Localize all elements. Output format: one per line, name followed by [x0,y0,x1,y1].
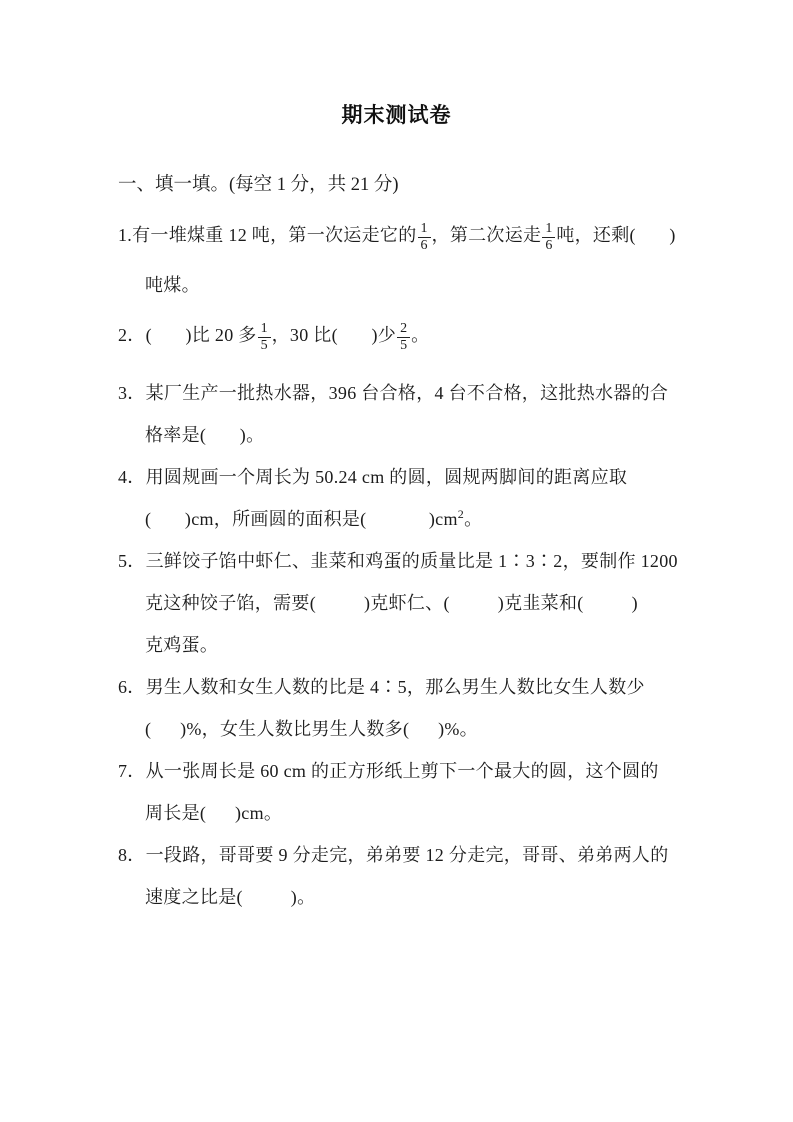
question-text: 。 [411,325,430,345]
question-text: 男生人数和女生人数的比是 4∶5，那么男生人数比女生人数少 [145,677,645,697]
question-text: 有一堆煤重 12 吨，第一次运走它的 [132,225,417,245]
fraction-denominator: 5 [397,337,410,353]
fraction [418,221,431,253]
question-text: ( )%，女生人数比男生人数多( )%。 [145,719,478,739]
fraction [397,321,410,353]
question-line-continuation [118,414,753,456]
question-text: ，第二次运走 [431,225,542,245]
question-text: ( )比 20 多 [145,325,257,345]
question-text: 用圆规画一个周长为 50.24 cm 的圆，圆规两脚间的距离应取 [145,467,628,487]
question-number: 8． [118,845,146,865]
question-line-first [118,834,753,876]
questions-list [118,206,753,918]
question-line-first [118,206,753,264]
fraction-numerator: 1 [420,221,428,237]
question-line-first [118,750,753,792]
question [118,834,753,918]
fraction-denominator: 5 [258,337,271,353]
question-text: 周长是( )cm。 [145,803,283,823]
question-text: ，30 比( )少 [271,325,397,345]
page-title: 期末测试卷 [341,104,452,127]
question-number: 3． [118,383,146,403]
question [118,540,753,666]
question-text: ( )cm，所画圆的面积是( )cm [145,509,458,529]
fraction-numerator: 1 [545,221,553,237]
question-line-continuation [118,498,753,540]
section-heading: 一、填一填。(每空 1 分，共 21 分) [118,175,399,195]
question-line-first [118,372,753,414]
question-line-continuation [118,264,753,306]
question-text: 。 [464,509,483,529]
question-text: 吨煤。 [145,275,200,295]
question-text: 格率是( )。 [145,425,265,445]
question [118,750,753,834]
question [118,206,753,306]
question [118,666,753,750]
fraction [542,221,555,253]
question-line-continuation [118,582,753,624]
question-number: 7． [118,761,146,781]
question [118,306,753,364]
question-line-continuation [118,876,753,918]
question-line-continuation [118,624,753,666]
question-text: 速度之比是( )。 [145,887,316,907]
question-number: 2． [118,325,146,345]
fraction-numerator: 1 [260,321,268,337]
question-text: 从一张周长是 60 cm 的正方形纸上剪下一个最大的圆，这个圆的 [145,761,659,781]
question-number: 6． [118,677,146,697]
question-line-continuation [118,708,753,750]
fraction-denominator: 6 [542,237,555,253]
question-text: 一段路，哥哥要 9 分走完，弟弟要 12 分走完，哥哥、弟弟两人的 [145,845,669,865]
question-line-first [118,306,753,364]
question [118,456,753,540]
question-text: 克这种饺子馅，需要( )克虾仁、( )克韭菜和( ) [145,593,638,613]
question [118,372,753,456]
superscript: 2 [457,507,465,521]
fraction [258,321,271,353]
question-text: 克鸡蛋。 [145,635,219,655]
question-number: 1. [118,225,133,245]
question-line-first [118,456,753,498]
fraction-denominator: 6 [418,237,431,253]
question-text: 三鲜饺子馅中虾仁、韭菜和鸡蛋的质量比是 1∶3∶2，要制作 1200 [145,551,678,571]
question-line-continuation [118,792,753,834]
question-line-first [118,666,753,708]
question-number: 4． [118,467,146,487]
question-text: 吨，还剩( ) [556,225,676,245]
question-line-first [118,540,753,582]
question-number: 5． [118,551,146,571]
fraction-numerator: 2 [400,321,408,337]
question-text: 某厂生产一批热水器，396 台合格，4 台不合格，这批热水器的合 [145,383,669,403]
